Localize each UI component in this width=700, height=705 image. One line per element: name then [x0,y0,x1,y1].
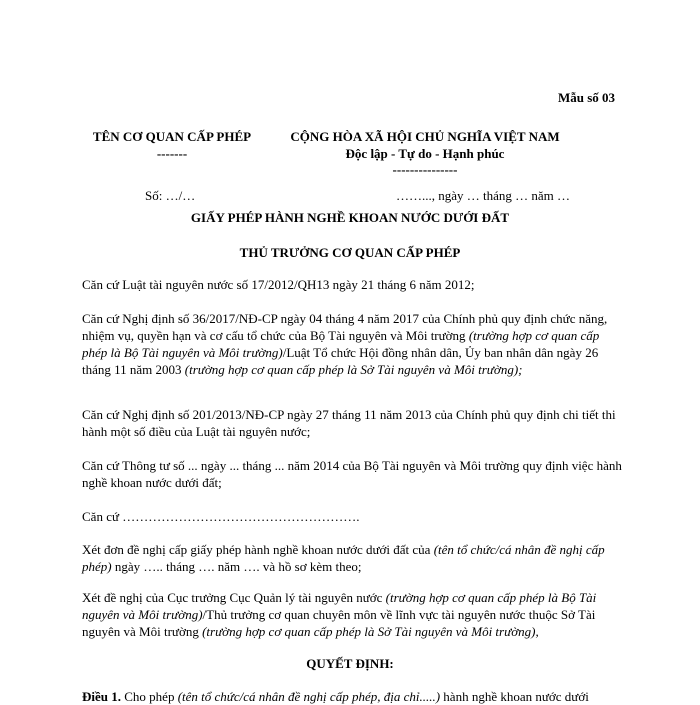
agency-name: TÊN CƠ QUAN CẤP PHÉP [92,129,252,144]
decree-36-text: Căn cứ Nghị định số 36/2017/NĐ-CP ngày 04 tháng 4 năm 2017 của Chính phủ quy định chức năng, nhiệm vụ, quyền hạn và cơ cấu tổ chức của Bộ Tài nguyên và Môi trường [82,311,608,343]
basis-decree-36 [82,310,622,378]
article-1 [82,689,589,705]
article-1-note: (tên tổ chức/cá nhân đề nghị cấp phép, địa chỉ.....) [177,689,441,704]
motto-underline: --------------- [392,162,458,177]
proposal-note-ministry: (trường hợp cơ quan cấp phép là Bộ Tài nguyên và Môi trường) [82,590,597,622]
document-title: GIẤY PHÉP HÀNH NGHỀ KHOAN NƯỚC DƯỚI ĐẤT [190,210,510,225]
date-line: ……..., ngày … tháng … năm … [396,188,571,203]
decree-36-note-ministry: (trường hợp cơ quan cấp phép là Bộ Tài nguyên và Môi trường) [82,328,600,360]
proposal-review [82,589,622,640]
decision-heading: QUYẾT ĐỊNH: [306,656,394,671]
motto: Độc lập - Tự do - Hạnh phúc [345,146,505,161]
country-name: CỘNG HÒA XÃ HỘI CHỦ NGHĨA VIỆT NAM [290,129,560,144]
application-note: (tên tổ chức/cá nhân đề nghị cấp phép) [82,542,605,574]
decree-36-text-law: /Luật Tổ chức Hội đồng nhân dân, Ủy ban nhân dân ngày 26 tháng 11 năm 2003 [82,345,599,377]
application-text: Xét đơn đề nghị cấp giấy phép hành nghề khoan nước dưới đất của [82,542,434,557]
article-1-text: Cho phép [121,689,178,704]
basis-other: Căn cứ ………………………………………………. [82,509,360,524]
issuing-authority: THỦ TRƯỞNG CƠ QUAN CẤP PHÉP [239,245,461,260]
application-date: ngày ….. tháng …. năm …. và hồ sơ kèm theo; [111,559,362,574]
proposal-text: Xét đề nghị của Cục trưởng Cục Quản lý tài nguyên nước [82,590,386,605]
article-1-text-end: hành nghề khoan nước dưới [440,689,589,704]
basis-water-law: Căn cứ Luật tài nguyên nước số 17/2012/QH13 ngày 21 tháng 6 năm 2012; [82,277,475,292]
agency-underline: ------- [156,146,188,161]
proposal-text-department: /Thủ trưởng cơ quan chuyên môn về lĩnh vực tài nguyên nước thuộc Sở Tài nguyên và Môi trường [82,607,596,639]
document-number: Số: …/… [145,188,196,203]
application-review [82,541,622,575]
basis-decree-201: Căn cứ Nghị định số 201/2013/NĐ-CP ngày 27 tháng 11 năm 2013 của Chính phủ quy định chi tiết thi hành một số điều của Luật tài nguyên nước; [82,407,616,439]
basis-circular: Căn cứ Thông tư số ... ngày ... tháng ... năm 2014 của Bộ Tài nguyên và Môi trường quy định việc hành nghề khoan nước dưới đất; [82,458,622,490]
article-1-label: Điều 1. [82,689,121,704]
decree-36-note-department: (trường hợp cơ quan cấp phép là Sở Tài nguyên và Môi trường); [184,362,523,377]
proposal-note-department: (trường hợp cơ quan cấp phép là Sở Tài nguyên và Môi trường), [202,624,539,639]
form-number: Mẫu số 03 [558,90,616,105]
